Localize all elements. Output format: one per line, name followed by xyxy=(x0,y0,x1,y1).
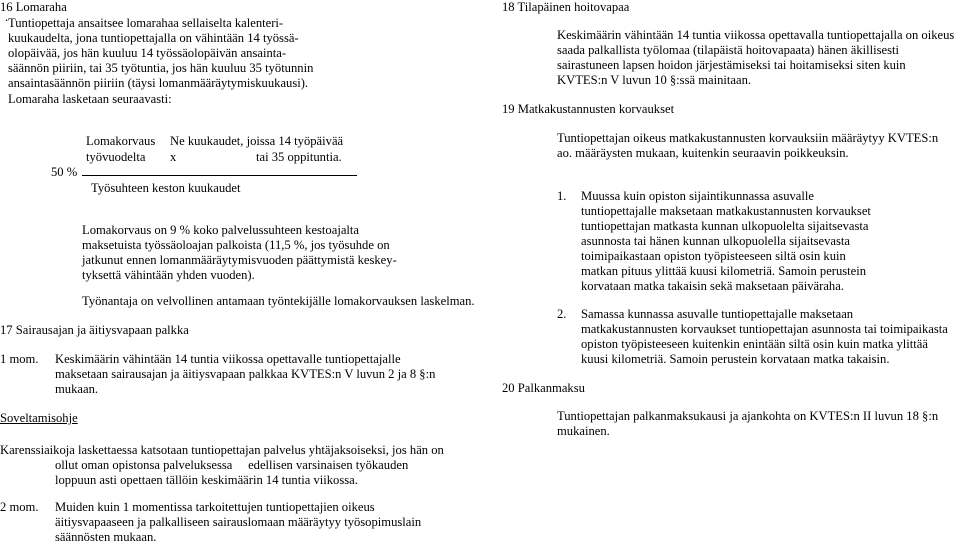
stray-dot: . xyxy=(5,10,9,24)
section-20-line-2: mukainen. xyxy=(557,424,610,438)
formula-times: x xyxy=(170,150,177,164)
section-16-line-2: kuukaudelta, jona tuntiopettajalla on vähintään 14 työssä- xyxy=(8,31,299,45)
item-2-line-1: Samassa kunnassa asuvalle tuntiopettajalle maksetaan xyxy=(581,307,854,321)
section-18-line-1: Keskimäärin vähintään 14 tuntia viikossa opettavalla tuntiopettajalla on oikeus xyxy=(557,28,955,42)
formula-denominator: Työsuhteen keston kuukaudet xyxy=(91,181,241,195)
section-18-line-4: KVTES:n V luvun 10 §:ssä mainitaan. xyxy=(557,73,752,87)
mom-1-line-3: mukaan. xyxy=(55,382,99,396)
section-16-line-1: Tuntiopettaja ansaitsee lomarahaa sellaiselta kalenteri- xyxy=(8,16,284,30)
section-19-line-2: ao. määräysten mukaan, kuitenkin seuraavin poikkeuksin. xyxy=(557,146,849,160)
mom-1-line-2: maksetaan sairausajan ja äitiysvapaan palkkaa KVTES:n V luvun 2 ja 8 §:n xyxy=(55,367,436,381)
soveltamisohje-line-3: loppuun asti opettaen tällöin keskimäärin 14 tuntia viikossa. xyxy=(55,473,358,487)
section-19-line-1: Tuntiopettajan oikeus matkakustannusten korvauksiin määräytyy KVTES:n xyxy=(557,131,939,145)
item-1-line-1: Muussa kuin opiston sijaintikunnassa asuvalle xyxy=(581,189,814,203)
lomakorvaus-line-4: tyksettä vähintään yhden vuoden). xyxy=(82,268,255,282)
mom-2-line-2: äitiysvapaaseen ja palkalliseen sairauslomaan määräytyy työsopimuslain xyxy=(55,515,422,529)
section-19-heading: 19 Matkakustannusten korvaukset xyxy=(502,102,675,116)
section-16-line-5: ansaintasäännön piiriin (täysi lomanmääräytymiskuukausi). xyxy=(8,76,309,90)
item-2-line-4: kuusi kilometriä. Samoin perustein korvataan matka takaisin. xyxy=(581,352,890,366)
item-1-number: 1. xyxy=(557,189,567,203)
item-1-line-4: asunnosta tai hänen kunnan ulkopuolella sijaitsevasta xyxy=(581,234,850,248)
item-1-line-5: toimipaikastaan opiston työpisteeseen siltä osin kuin xyxy=(581,249,846,263)
item-1-line-2: tuntiopettajalle maksetaan matkakustannusten korvaukset xyxy=(581,204,871,218)
section-18-line-2: saada palkallista työlomaa (tilapäistä hoitovapaata) hänen äkillisesti xyxy=(557,43,900,57)
item-1-line-7: korvataan matka takaisin sekä maksetaan päiväraha. xyxy=(581,279,844,293)
section-17-heading: 17 Sairausajan ja äitiysvapaan palkka xyxy=(0,323,189,337)
item-1-line-6: matkan pituus ylittää kuusi kilometriä. Samoin perustein xyxy=(581,264,867,278)
item-2-line-2: matkakustannusten korvaukset tuntiopettajan asunnosta tai toimipaikasta xyxy=(581,322,948,336)
lomakorvaus-line-2: maksetuista työssäoloajan palkoista (11,5 %, jos työsuhde on xyxy=(82,238,390,252)
section-20-line-1: Tuntiopettajan palkanmaksukausi ja ajankohta on KVTES:n II luvun 18 §:n xyxy=(557,409,939,423)
mom-2-line-1: Muiden kuin 1 momentissa tarkoitettujen tuntiopettajien oikeus xyxy=(55,500,375,514)
soveltamisohje-label: Soveltamisohje xyxy=(0,411,78,425)
lomakorvaus-line-3: jatkunut ennen lomanmääräytymisvuoden päättymistä keskey- xyxy=(82,253,397,267)
section-16-line-4: säännön piiriin, tai 35 työtuntia, jos hän kuuluu 35 työtunnin xyxy=(8,61,314,75)
section-16-heading: 16 Lomaraha xyxy=(0,0,67,14)
formula-fraction-line xyxy=(82,175,357,176)
section-20-heading: 20 Palkanmaksu xyxy=(502,381,585,395)
section-16-line-3: olopäivää, jos hän kuuluu 14 työssäolopäivän ansainta- xyxy=(8,46,287,60)
formula-numerator-2: tai 35 oppituntia. xyxy=(256,150,342,164)
mom-1-label: 1 mom. xyxy=(0,352,39,366)
mom-2-line-3: säännösten mukaan. xyxy=(55,530,157,544)
formula-lomakorvaus: Lomakorvaus xyxy=(86,134,156,148)
soveltamisohje-line-1: Karenssiaikoja laskettaessa katsotaan tuntiopettajan palvelus yhtäjaksoiseksi, jos hän on xyxy=(0,443,444,457)
employer-obligation: Työnantaja on velvollinen antamaan työntekijälle lomakorvauksen laskelman. xyxy=(82,294,475,308)
lomakorvaus-line-1: Lomakorvaus on 9 % koko palvelussuhteen kestoajalta xyxy=(82,223,359,237)
formula-tyovuodelta: työvuodelta xyxy=(86,150,146,164)
mom-1-line-1: Keskimäärin vähintään 14 tuntia viikossa opettavalle tuntiopettajalle xyxy=(55,352,401,366)
item-1-line-3: tuntiopettajan matkasta kunnan ulkopuolelta sijaitsevasta xyxy=(581,219,869,233)
section-18-heading: 18 Tilapäinen hoitovapaa xyxy=(502,0,630,14)
section-16-line-6: Lomaraha lasketaan seuraavasti: xyxy=(8,92,172,106)
item-2-line-3: opiston työpisteeseen kuitenkin enintään siltä osin kuin matka ylittää xyxy=(581,337,928,351)
formula-numerator-1: Ne kuukaudet, joissa 14 työpäivää xyxy=(170,134,344,148)
mom-2-label: 2 mom. xyxy=(0,500,39,514)
item-2-number: 2. xyxy=(557,307,567,321)
formula-percent: 50 % xyxy=(51,165,78,179)
section-18-line-3: sairastuneen lapsen hoidon järjestämiseksi tai hoitamiseksi siten kuin xyxy=(557,58,906,72)
soveltamisohje-line-2: ollut oman opistonsa palveluksessa edellisen varsinaisen työkauden xyxy=(55,458,409,472)
